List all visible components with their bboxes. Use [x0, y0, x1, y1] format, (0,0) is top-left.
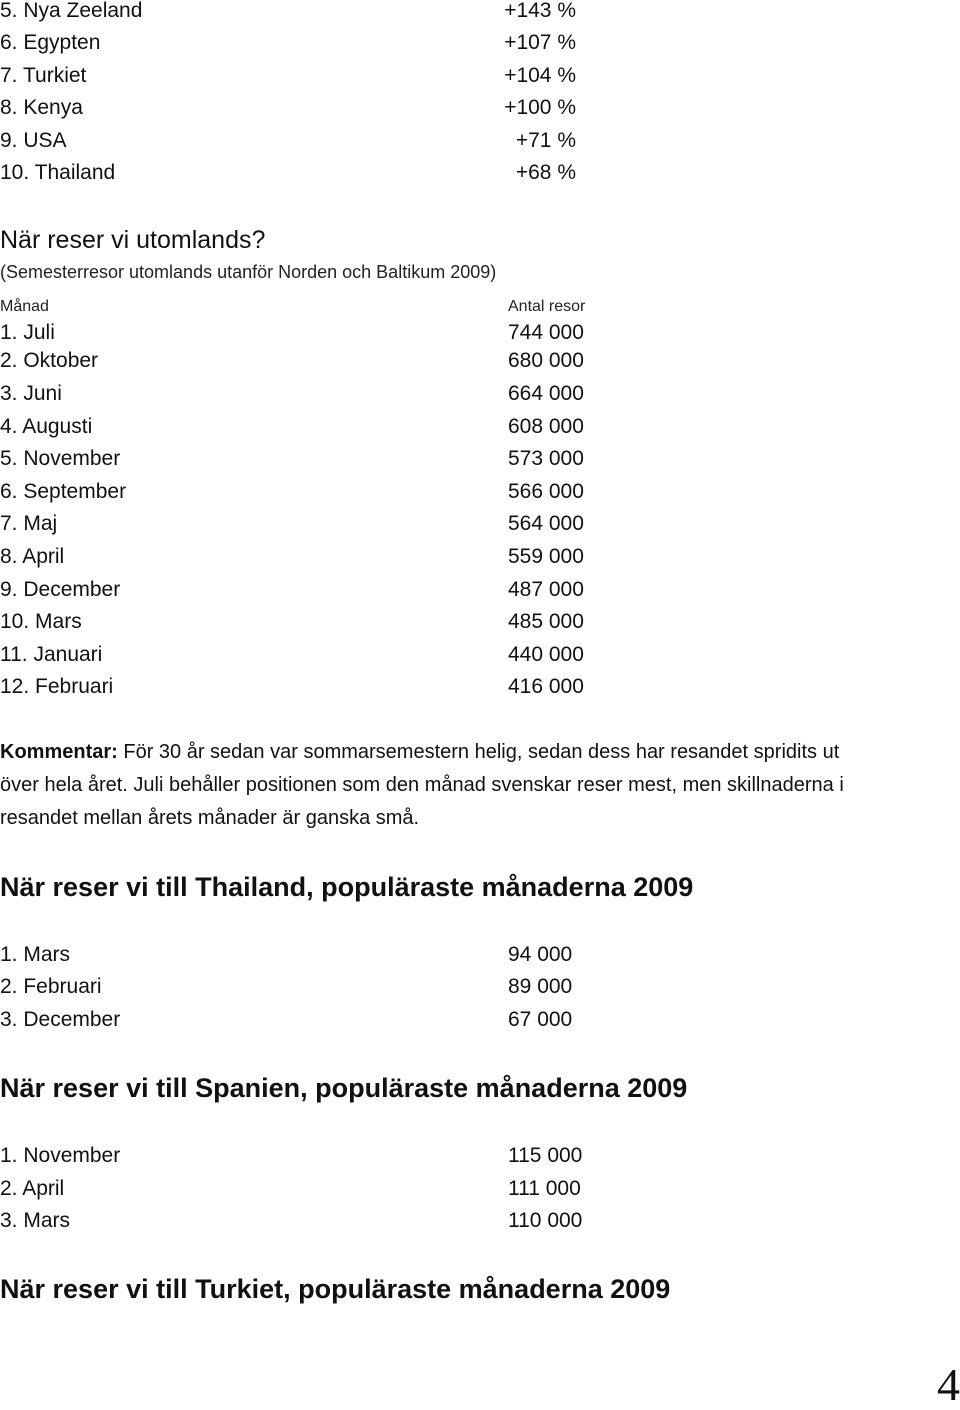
table-row	[0, 1141, 600, 1171]
table-row	[0, 575, 600, 605]
month-label: 10. Mars	[0, 610, 82, 633]
list-item	[0, 126, 600, 156]
trip-count: 487 000	[508, 578, 584, 601]
trip-count: 111 000	[508, 1177, 581, 1200]
trip-count: 564 000	[508, 512, 584, 535]
month-label: 2. Februari	[0, 975, 102, 998]
month-label: 1. November	[0, 1144, 121, 1167]
trip-count: 608 000	[508, 415, 584, 438]
trip-count: 566 000	[508, 480, 584, 503]
table-row	[0, 444, 600, 474]
month-label: 12. Februari	[0, 675, 114, 698]
comment-text: För 30 år sedan var sommarsemestern helig, sedan dess har resandet spridits ut över hela året. Juli behåller positionen som den månad svenskar reser mest, men skillnaderna i resandet mellan årets månader är ganska små.	[0, 741, 844, 829]
trip-count: 67 000	[508, 1008, 573, 1031]
table-row	[0, 1174, 600, 1204]
month-label: 5. November	[0, 447, 121, 470]
month-label: 4. Augusti	[0, 415, 93, 438]
month-label: 11. Januari	[0, 643, 103, 666]
month-label: 3. Juni	[0, 382, 62, 405]
table-row	[0, 318, 600, 348]
table-row	[0, 412, 600, 442]
list-item-value: +107 %	[504, 31, 576, 54]
trip-count: 89 000	[508, 975, 573, 998]
list-item-label: 9. USA	[0, 129, 67, 152]
column-header-month: Månad	[0, 298, 49, 315]
table-row	[0, 972, 600, 1002]
list-item-value: +68 %	[515, 161, 576, 184]
month-label: 3. Mars	[0, 1209, 71, 1232]
trip-count: 573 000	[508, 447, 584, 470]
table-row	[0, 1206, 600, 1236]
section-title-abroad: När reser vi utomlands?	[0, 226, 266, 254]
month-label: 7. Maj	[0, 512, 58, 535]
table-row	[0, 542, 600, 572]
list-item-label: 5. Nya Zeeland	[0, 0, 143, 22]
trip-count: 485 000	[508, 610, 584, 633]
list-item-label: 10. Thailand	[0, 161, 116, 184]
month-label: 3. December	[0, 1008, 121, 1031]
trip-count: 680 000	[508, 349, 584, 372]
table-row	[0, 477, 600, 507]
table-row	[0, 346, 600, 376]
list-item-label: 8. Kenya	[0, 96, 83, 119]
section-title-spain: När reser vi till Spanien, populäraste månaderna 2009	[0, 1073, 688, 1103]
section-subtitle-abroad: (Semesterresor utomlands utanför Norden och Baltikum 2009)	[0, 262, 497, 282]
table-row	[0, 509, 600, 539]
list-item-value: +143 %	[504, 0, 576, 22]
trip-count: 115 000	[508, 1144, 583, 1167]
trip-count: 416 000	[508, 675, 584, 698]
table-row	[0, 672, 600, 702]
list-item	[0, 0, 600, 26]
comment-label: Kommentar:	[0, 741, 118, 763]
table-row	[0, 940, 600, 970]
list-item	[0, 28, 600, 58]
trip-count: 559 000	[508, 545, 584, 568]
section-title-thailand: När reser vi till Thailand, populäraste månaderna 2009	[0, 872, 694, 902]
table-row	[0, 640, 600, 670]
month-label: 1. Juli	[0, 321, 55, 344]
month-label: 6. September	[0, 480, 127, 503]
trip-count: 664 000	[508, 382, 584, 405]
month-label: 8. April	[0, 545, 65, 568]
trip-count: 440 000	[508, 643, 584, 666]
month-label: 2. Oktober	[0, 349, 99, 372]
list-item	[0, 158, 600, 188]
list-item-label: 7. Turkiet	[0, 64, 87, 87]
month-label: 9. December	[0, 578, 121, 601]
table-row	[0, 1005, 600, 1035]
trip-count: 94 000	[508, 943, 573, 966]
table-row	[0, 607, 600, 637]
comment-paragraph	[0, 736, 880, 835]
list-item-label: 6. Egypten	[0, 31, 101, 54]
section-title-turkey: När reser vi till Turkiet, populäraste månaderna 2009	[0, 1274, 671, 1304]
list-item-value: +100 %	[504, 96, 576, 119]
trip-count: 110 000	[508, 1209, 583, 1232]
table-row	[0, 379, 600, 409]
month-label: 1. Mars	[0, 943, 71, 966]
list-item	[0, 93, 600, 123]
list-item	[0, 61, 600, 91]
list-item-value: +104 %	[504, 64, 576, 87]
month-label: 2. April	[0, 1177, 65, 1200]
column-header-trips: Antal resor	[508, 298, 586, 315]
trip-count: 744 000	[508, 321, 584, 344]
page-number: 4	[937, 1359, 960, 1410]
list-item-value: +71 %	[515, 129, 576, 152]
